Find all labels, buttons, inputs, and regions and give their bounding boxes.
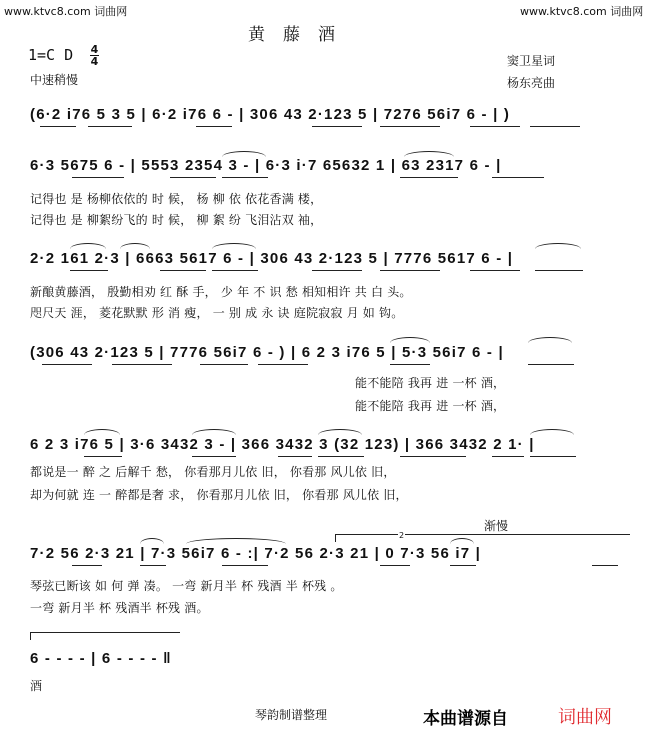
time-signature-top: 4 [90,43,99,56]
lyric-line-3-verse-2: 咫尺天 涯， 菱花默默 形 消 瘦， 一 别 成 永 诀 庭院寂寂 月 如 钩。 [30,306,404,320]
volta-number: 2 [399,531,405,540]
notation-line-6: 7·2 56 2·3 21 | 7·3 56i7 6 - :| 7·2 56 2·3 21 | 0 7·3 56 i7 | [30,545,482,562]
notation-line-7: 6 - - - - | 6 - - - - ‖ [30,650,172,667]
song-title: 黄藤酒 [248,25,353,45]
notation-line-4: (306 43 2·123 5 | 7776 56i7 6 - ) | 6 2 3 i76 5 | 5·3 56i7 6 - | [30,344,504,361]
lyric-line-2-verse-1: 记得也 是 杨柳依依的 时 候， 杨 柳 依 依花香满 楼， [30,192,323,206]
transcriber-credit: 琴韵制谱整理 [255,708,328,722]
tempo-marking: 中速稍慢 [30,73,79,87]
site-logo: 词曲网 [558,707,612,728]
notation-line-5: 6 2 3 i76 5 | 3·6 3432 3 - | 366 3432 3 (32 123) | 366 3432 2 1· | [30,436,535,453]
lyricist-credit: 窦卫星词 [507,54,556,68]
lyric-line-2-verse-2: 记得也 是 柳絮纷飞的 时 候， 柳 絮 纷 飞泪沾双 袖， [30,213,323,227]
watermark-left: www.ktvc8.com 词曲网 [4,5,128,18]
notation-line-2: 6·3 5675 6 - | 5553 2354 3 - | 6·3 i·7 65632 1 | 63 2317 6 - | [30,157,502,174]
notation-line-3: 2·2 161 2·3 | 6663 5617 6 - | 306 43 2·123 5 | 7776 5617 6 - | [30,250,514,267]
lyric-line-7: 酒 [30,679,43,693]
time-signature [90,44,99,67]
lyric-line-5-verse-1: 都说是一 醉 之 后解千 愁， 你看那月儿依 旧， 你看那 风儿依 旧， [30,465,396,479]
lyric-line-4-verse-1: 能不能陪 我再 进 一杯 酒， [355,376,506,390]
lyric-line-6-verse-2: 一弯 新月半 杯 残酒半 杯残 酒。 [30,601,209,615]
tempo-change-marking: 渐慢 [484,519,509,533]
notation-line-1: (6·2 i76 5 3 5 | 6·2 i76 6 - | 306 43 2·123 5 | 7276 56i7 6 - | ) [30,106,511,123]
lyric-line-6-verse-1: 琴弦已断该 如 何 弹 凑。 一弯 新月半 杯 残酒 半 杯残 。 [30,579,343,593]
lyric-line-4-verse-2: 能不能陪 我再 进 一杯 酒， [355,399,506,413]
lyric-line-3-verse-1: 新酿黄藤酒， 殷勤相劝 红 酥 手， 少 年 不 识 愁 相知相许 共 白 头。 [30,285,412,299]
lyric-line-5-verse-2: 却为何就 连 一 醉都是奢 求， 你看那月儿依 旧， 你看那 风儿依 旧， [30,488,408,502]
composer-credit: 杨东亮曲 [507,76,556,90]
watermark-right: www.ktvc8.com 词曲网 [520,5,644,18]
key-signature: 1=C D [28,46,74,64]
source-label: 本曲谱源自 [423,709,508,729]
time-signature-bottom: 4 [90,55,99,68]
